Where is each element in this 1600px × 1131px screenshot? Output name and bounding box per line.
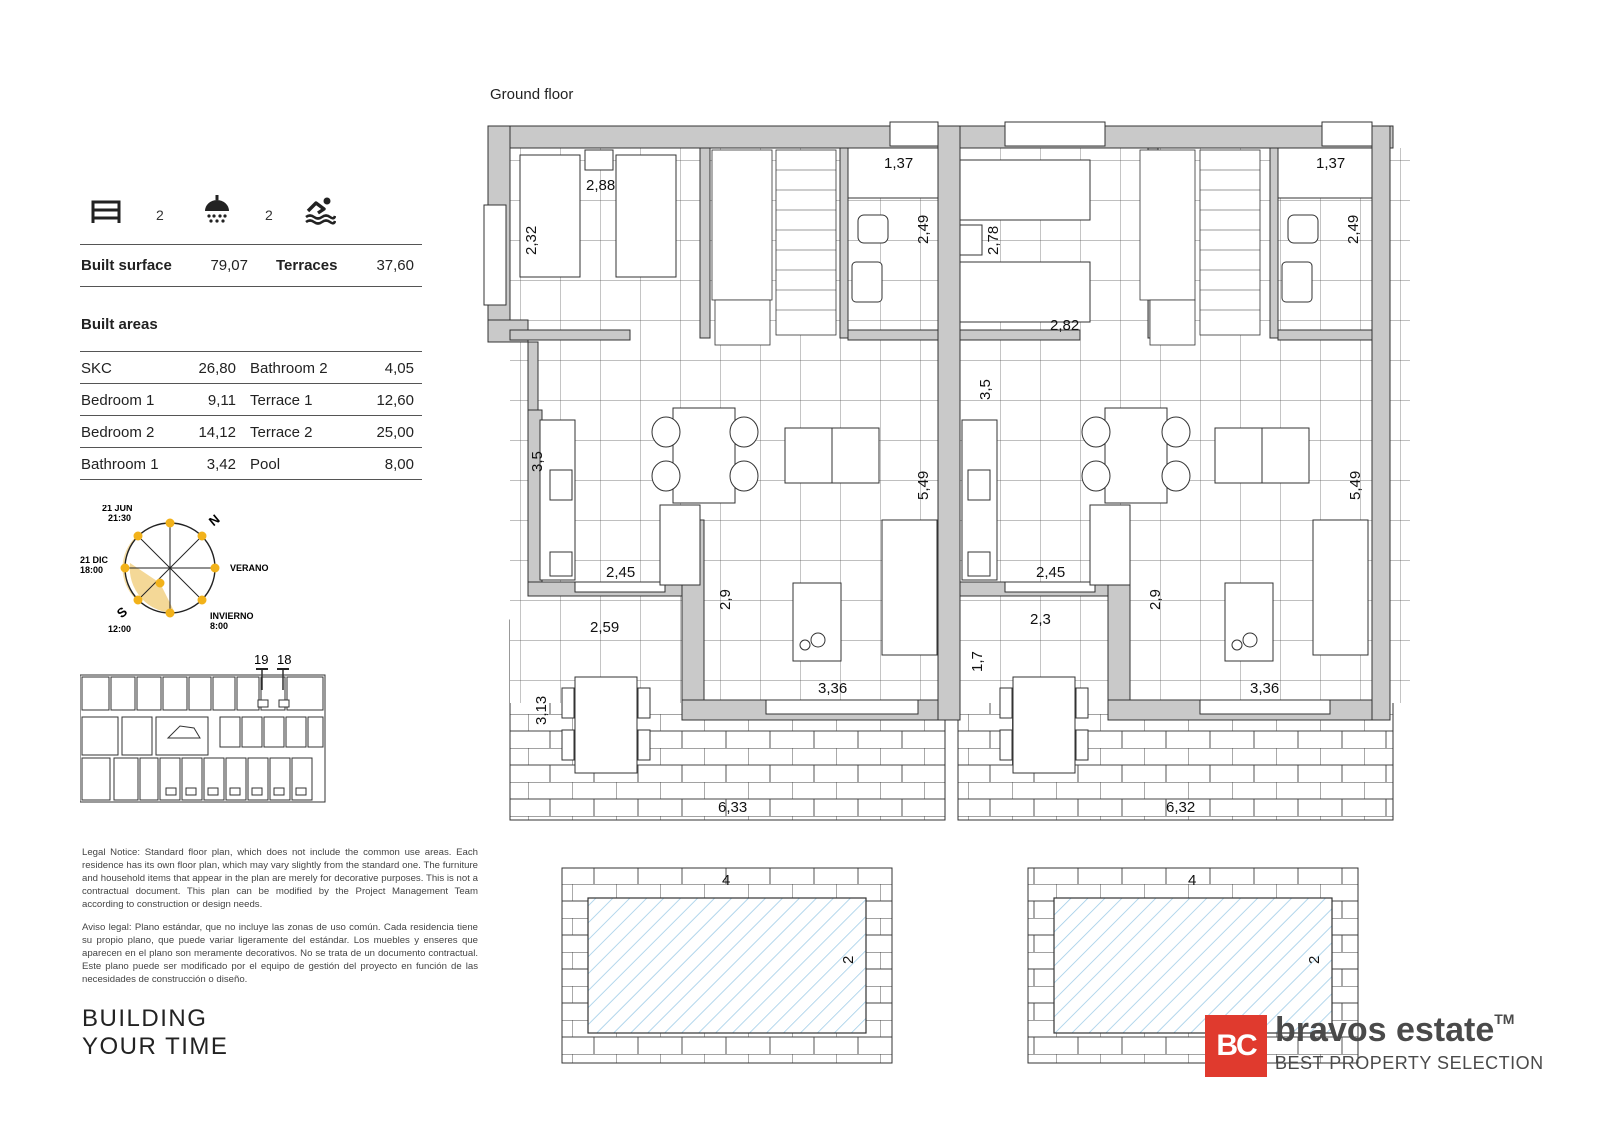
dimension-label: 2 <box>1306 955 1323 964</box>
north-label: N <box>205 511 223 529</box>
dimension-label: 2,3 <box>1030 611 1051 628</box>
dimension-label: 2,45 <box>1036 564 1066 581</box>
winter-date-label: 21 DIC <box>80 555 109 565</box>
summer-time-label: 21:30 <box>108 513 132 523</box>
dimension-label: 1,37 <box>1316 155 1346 172</box>
area-value: 14,12 <box>198 424 236 441</box>
built-areas-title: Built areas <box>81 316 158 333</box>
slogan-line: BUILDING <box>82 1005 208 1032</box>
dimension-label: 3,36 <box>818 680 848 697</box>
dimension-label: 5,49 <box>915 470 932 500</box>
area-label: Terrace 1 <box>250 392 313 409</box>
unit-number: 19 <box>254 652 269 667</box>
area-value: 26,80 <box>198 360 236 377</box>
dimension-label: 2,59 <box>590 619 620 636</box>
slogan-line: YOUR TIME <box>82 1033 229 1060</box>
area-label: SKC <box>81 360 112 377</box>
bedrooms-count: 2 <box>156 207 164 223</box>
brand-block <box>1205 1011 1565 1085</box>
dimension-label: 2,78 <box>985 225 1002 255</box>
brand-logo: BC <box>1205 1015 1267 1077</box>
dimension-label: 2,9 <box>717 589 734 610</box>
dimension-label: 3,36 <box>1250 680 1280 697</box>
built-surface-value: 79,07 <box>210 257 248 274</box>
dimension-label: 5,49 <box>1347 470 1364 500</box>
dimension-label: 2,9 <box>1147 589 1164 610</box>
area-label: Pool <box>250 456 281 473</box>
area-label: Bedroom 1 <box>81 392 155 409</box>
dimension-label: 4 <box>1188 872 1197 889</box>
legal-notice-en: Legal Notice: Standard floor plan, which does not include the common use areas. Each residence has its own floor plan, which may vary slightly from the standard one. The furniture and household items that appear in the plan are merely for decorative purposes. This is not a contractual document. This plan can be modified by the Project Management Team according to construction or design needs. <box>82 847 478 910</box>
invierno-time-label: 8:00 <box>210 621 229 631</box>
dimension-label: 4 <box>722 872 731 889</box>
area-value: 12,60 <box>376 392 414 409</box>
dimension-label: 2,82 <box>1050 317 1080 334</box>
area-value: 3,42 <box>206 456 236 473</box>
terraces-value: 37,60 <box>376 257 414 274</box>
terraces-label: Terraces <box>276 257 338 274</box>
area-label: Terrace 2 <box>250 424 313 441</box>
dimension-label: 1,7 <box>969 651 986 672</box>
winter-time-label: 18:00 <box>80 565 104 575</box>
area-label: Bathroom 2 <box>250 360 328 377</box>
area-value: 9,11 <box>207 392 236 409</box>
south-label: S <box>113 603 131 621</box>
area-value: 4,05 <box>384 360 414 377</box>
summer-date-label: 21 JUN <box>102 505 133 513</box>
area-value: 8,00 <box>384 456 414 473</box>
dimension-label: 3,5 <box>977 379 994 400</box>
area-label: Bathroom 1 <box>81 456 159 473</box>
dimension-label: 3,13 <box>533 695 550 725</box>
dimension-label: 1,37 <box>884 155 914 172</box>
verano-label: VERANO <box>230 563 269 573</box>
legal-notice-es: Aviso legal: Plano estándar, que no incluye las zonas de uso común. Cada residencia tiene su propio plano, que puede variar ligeramente del estándar. Los muebles y enseres que aparecen en el plano son meramente decorativos. No se trata de un documento contractual. Este plano puede ser modificado por el equipo de gestión del proyecto en función de las necesidades de construcción o diseño. <box>82 922 478 985</box>
brand-name <box>1275 1011 1514 1050</box>
area-label: Bedroom 2 <box>81 424 155 441</box>
trademark: TM <box>1494 1011 1515 1027</box>
dimension-label: 2 <box>840 955 857 964</box>
unit-number: 18 <box>277 652 292 667</box>
built-surface-label: Built surface <box>81 257 172 274</box>
dimension-label: 2,32 <box>523 225 540 255</box>
invierno-label: INVIERNO <box>210 611 254 621</box>
south-time-label: 12:00 <box>108 624 132 634</box>
dimension-label: 2,88 <box>586 177 616 194</box>
dimension-label: 2,45 <box>606 564 636 581</box>
dimension-label: 6,32 <box>1166 799 1196 816</box>
dimension-label: 6,33 <box>718 799 748 816</box>
bathrooms-count: 2 <box>265 207 273 223</box>
dimension-label: 3,5 <box>529 451 546 472</box>
brand-name-text: bravos estate <box>1275 1011 1495 1049</box>
dimension-label: 2,49 <box>915 214 932 244</box>
plan-title: Ground floor <box>490 86 574 103</box>
dimension-label: 2,49 <box>1345 214 1362 244</box>
brand-tagline: BEST PROPERTY SELECTION <box>1275 1053 1544 1073</box>
area-value: 25,00 <box>376 424 414 441</box>
